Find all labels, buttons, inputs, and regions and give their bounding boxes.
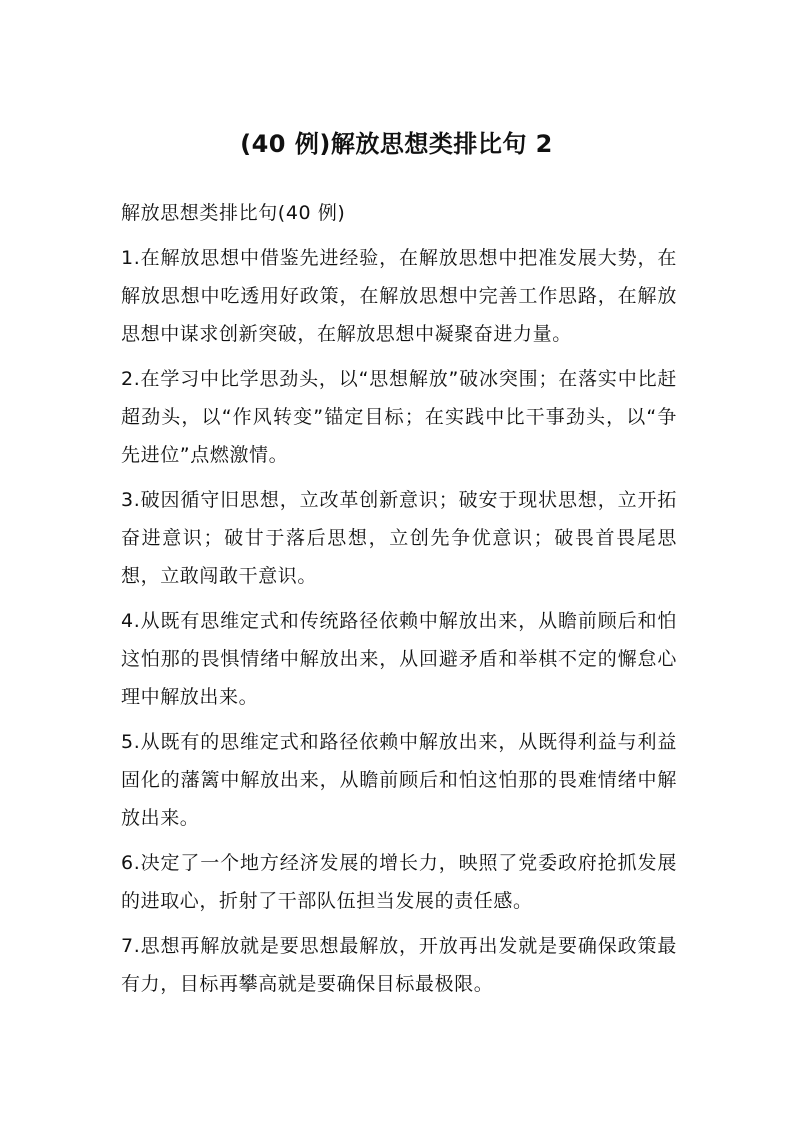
paragraph-4: 4.从既有思维定式和传统路径依赖中解放出来，从瞻前顾后和怕这怕那的畏惧情绪中解放出来，从回避矛盾和举棋不定的懈怠心理中解放出来。 bbox=[121, 610, 677, 708]
paragraph-5: 5.从既有的思维定式和路径依赖中解放出来，从既得利益与利益固化的藩篱中解放出来，从瞻前顾后和怕这怕那的畏难情绪中解放出来。 bbox=[121, 731, 677, 829]
paragraph-1: 1.在解放思想中借鉴先进经验，在解放思想中把准发展大势，在解放思想中吃透用好政策，在解放思想中完善工作思路，在解放思想中谋求创新突破，在解放思想中凝聚奋进力量。 bbox=[121, 247, 677, 345]
paragraph-6: 6.决定了一个地方经济发展的增长力，映照了党委政府抢抓发展的进取心，折射了干部队伍担当发展的责任感。 bbox=[121, 852, 677, 912]
document-body bbox=[121, 194, 677, 1010]
document-title: (40 例)解放思想类排比句 2 bbox=[240, 130, 553, 158]
document-subtitle: 解放思想类排比句(40 例) bbox=[121, 202, 346, 224]
paragraph-7: 7.思想再解放就是要思想最解放，开放再出发就是要确保政策最有力，目标再攀高就是要确保目标最极限。 bbox=[121, 935, 677, 995]
paragraph-3: 3.破因循守旧思想，立改革创新意识；破安于现状思想，立开拓奋进意识；破甘于落后思想，立创先争优意识；破畏首畏尾思想，立敢闯敢干意识。 bbox=[121, 489, 677, 587]
paragraph-2: 2.在学习中比学思劲头，以“思想解放”破冰突围；在落实中比赶超劲头，以“作风转变”锚定目标；在实践中比干事劲头，以“争先进位”点燃激情。 bbox=[121, 368, 677, 466]
